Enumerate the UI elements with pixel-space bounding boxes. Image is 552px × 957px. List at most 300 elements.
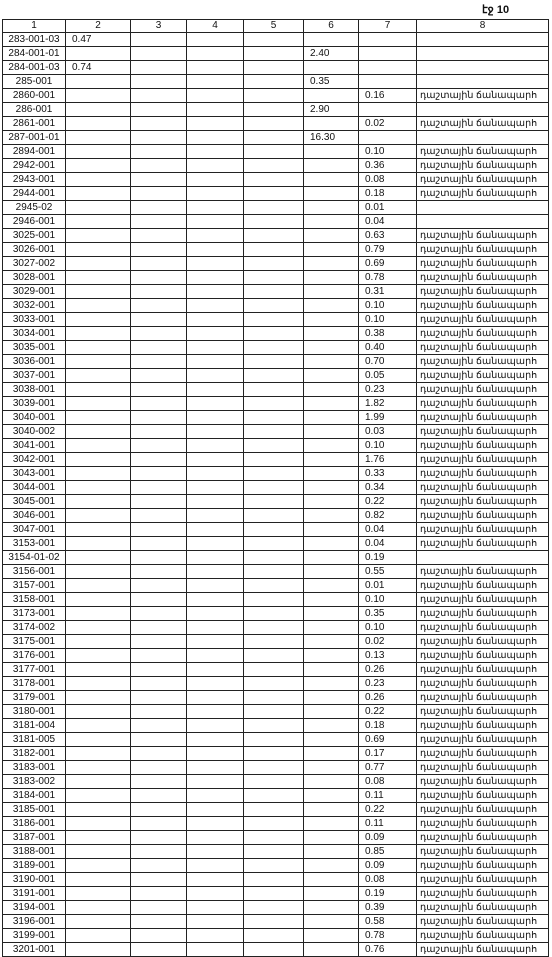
col2-value-cell (66, 593, 131, 607)
area-value-cell: 0.01 (359, 579, 417, 593)
col4-value-cell (187, 229, 244, 243)
col5-value-cell (244, 859, 304, 873)
col3-value-cell (131, 859, 187, 873)
col3-value-cell (131, 901, 187, 915)
land-use-cell: դաշտային ճանապարհ (417, 565, 549, 579)
land-use-cell: դաշտային ճանապարհ (417, 761, 549, 775)
col2-value-cell (66, 845, 131, 859)
col2-value-cell (66, 271, 131, 285)
parcel-code-cell: 3033-001 (3, 313, 66, 327)
col5-value-cell (244, 607, 304, 621)
parcel-code-cell: 2944-001 (3, 187, 66, 201)
area-value-cell: 0.11 (359, 817, 417, 831)
parcel-code-cell: 2945-02 (3, 201, 66, 215)
col2-value-cell (66, 831, 131, 845)
parcel-code-cell: 2861-001 (3, 117, 66, 131)
land-use-cell: դաշտային ճանապարհ (417, 789, 549, 803)
col3-value-cell (131, 649, 187, 663)
area-value-cell: 0.19 (359, 551, 417, 565)
table-row (3, 439, 549, 453)
col5-value-cell (244, 887, 304, 901)
col5-value-cell (244, 383, 304, 397)
parcel-code-cell: 3026-001 (3, 243, 66, 257)
col2-value-cell (66, 229, 131, 243)
col2-value-cell (66, 89, 131, 103)
table-row (3, 859, 549, 873)
col4-value-cell (187, 901, 244, 915)
col5-value-cell (244, 439, 304, 453)
col5-value-cell (244, 397, 304, 411)
land-use-cell: դաշտային ճանապարհ (417, 537, 549, 551)
parcel-code-cell: 3189-001 (3, 859, 66, 873)
col5-value-cell (244, 173, 304, 187)
col5-value-cell (244, 145, 304, 159)
parcel-code-cell: 3040-002 (3, 425, 66, 439)
col5-value-cell (244, 705, 304, 719)
col5-value-cell (244, 467, 304, 481)
col2-value-cell (66, 453, 131, 467)
col2-value-cell (66, 929, 131, 943)
col4-value-cell (187, 33, 244, 47)
table-row (3, 327, 549, 341)
col4-value-cell (187, 761, 244, 775)
col3-value-cell (131, 761, 187, 775)
area-value-cell (359, 103, 417, 117)
col5-value-cell (244, 103, 304, 117)
col2-value-cell (66, 47, 131, 61)
col4-value-cell (187, 509, 244, 523)
parcel-code-cell: 3175-001 (3, 635, 66, 649)
land-use-cell: դաշտային ճանապարհ (417, 677, 549, 691)
col5-value-cell (244, 201, 304, 215)
col3-value-cell (131, 117, 187, 131)
table-row (3, 789, 549, 803)
area-value-cell: 0.38 (359, 327, 417, 341)
table-row (3, 467, 549, 481)
area-value-cell: 0.01 (359, 201, 417, 215)
col3-value-cell (131, 75, 187, 89)
col3-value-cell (131, 551, 187, 565)
area-value-cell: 0.39 (359, 901, 417, 915)
col4-value-cell (187, 635, 244, 649)
land-use-cell: դաշտային ճանապարհ (417, 299, 549, 313)
col5-value-cell (244, 901, 304, 915)
area-value-cell: 0.19 (359, 887, 417, 901)
table-row (3, 537, 549, 551)
parcel-code-cell: 3174-002 (3, 621, 66, 635)
col6-value-cell (304, 341, 359, 355)
col5-value-cell (244, 425, 304, 439)
col4-value-cell (187, 523, 244, 537)
col6-value-cell (304, 565, 359, 579)
land-use-cell (417, 61, 549, 75)
col4-value-cell (187, 215, 244, 229)
col6-value-cell (304, 271, 359, 285)
land-use-cell: դաշտային ճանապարհ (417, 159, 549, 173)
area-value-cell: 0.82 (359, 509, 417, 523)
col3-value-cell (131, 341, 187, 355)
land-use-cell: դաշտային ճանապարհ (417, 579, 549, 593)
col4-value-cell (187, 103, 244, 117)
col2-value-cell (66, 75, 131, 89)
col2-value-cell (66, 369, 131, 383)
col3-value-cell (131, 691, 187, 705)
col4-value-cell (187, 47, 244, 61)
parcel-code-cell: 3183-001 (3, 761, 66, 775)
table-row (3, 635, 549, 649)
land-use-cell: դաշտային ճանապարհ (417, 775, 549, 789)
table-row (3, 705, 549, 719)
col6-value-cell (304, 635, 359, 649)
col5-value-cell (244, 369, 304, 383)
col6-value-cell: 0.35 (304, 75, 359, 89)
table-row (3, 901, 549, 915)
col6-value-cell (304, 691, 359, 705)
parcel-code-cell: 3156-001 (3, 565, 66, 579)
col4-value-cell (187, 285, 244, 299)
col3-value-cell (131, 327, 187, 341)
parcel-code-cell: 3039-001 (3, 397, 66, 411)
table-row (3, 243, 549, 257)
parcel-code-cell: 3046-001 (3, 509, 66, 523)
col5-value-cell (244, 271, 304, 285)
col3-value-cell (131, 817, 187, 831)
col2-value-cell (66, 887, 131, 901)
col5-value-cell (244, 775, 304, 789)
table-row (3, 733, 549, 747)
col3-value-cell (131, 145, 187, 159)
col3-value-cell (131, 159, 187, 173)
col2-value-cell (66, 257, 131, 271)
col3-value-cell (131, 775, 187, 789)
col6-value-cell (304, 89, 359, 103)
col3-value-cell (131, 215, 187, 229)
col4-value-cell (187, 607, 244, 621)
col2-value-cell (66, 691, 131, 705)
area-value-cell: 0.10 (359, 299, 417, 313)
land-use-cell: դաշտային ճանապարհ (417, 187, 549, 201)
col4-value-cell (187, 397, 244, 411)
col5-value-cell (244, 551, 304, 565)
col2-value-cell (66, 789, 131, 803)
col3-value-cell (131, 285, 187, 299)
col6-value-cell (304, 579, 359, 593)
parcel-code-cell: 287-001-01 (3, 131, 66, 145)
col4-value-cell (187, 873, 244, 887)
table-row (3, 803, 549, 817)
parcel-code-cell: 3032-001 (3, 299, 66, 313)
col2-value-cell (66, 705, 131, 719)
col6-value-cell (304, 425, 359, 439)
col6-value-cell (304, 201, 359, 215)
table-row (3, 677, 549, 691)
land-use-cell: դաշտային ճանապարհ (417, 341, 549, 355)
col4-value-cell (187, 411, 244, 425)
table-row (3, 747, 549, 761)
land-use-cell: դաշտային ճանապարհ (417, 691, 549, 705)
land-use-cell (417, 103, 549, 117)
parcel-code-cell: 3044-001 (3, 481, 66, 495)
col6-value-cell (304, 509, 359, 523)
col5-value-cell (244, 117, 304, 131)
area-value-cell: 0.26 (359, 663, 417, 677)
col5-value-cell (244, 733, 304, 747)
col4-value-cell (187, 775, 244, 789)
col6-value-cell (304, 313, 359, 327)
land-use-cell: դաշտային ճանապարհ (417, 663, 549, 677)
parcel-code-cell: 3190-001 (3, 873, 66, 887)
parcel-code-cell: 2943-001 (3, 173, 66, 187)
table-row (3, 691, 549, 705)
land-use-cell: դաշտային ճանապարհ (417, 733, 549, 747)
col4-value-cell (187, 327, 244, 341)
col2-value-cell (66, 579, 131, 593)
table-row (3, 509, 549, 523)
col2-value-cell (66, 509, 131, 523)
col2-value-cell (66, 859, 131, 873)
table-row (3, 355, 549, 369)
col2-value-cell (66, 299, 131, 313)
parcel-code-cell: 3180-001 (3, 705, 66, 719)
area-value-cell: 0.63 (359, 229, 417, 243)
col5-value-cell (244, 677, 304, 691)
table-row (3, 607, 549, 621)
table-row (3, 131, 549, 145)
parcel-code-cell: 2946-001 (3, 215, 66, 229)
land-use-cell: դաշտային ճանապարհ (417, 243, 549, 257)
col6-value-cell (304, 299, 359, 313)
col3-value-cell (131, 467, 187, 481)
land-use-cell: դաշտային ճանապարհ (417, 943, 549, 957)
col3-value-cell (131, 635, 187, 649)
area-value-cell: 0.35 (359, 607, 417, 621)
area-value-cell: 0.33 (359, 467, 417, 481)
col6-value-cell (304, 831, 359, 845)
col2-value-cell (66, 355, 131, 369)
col5-value-cell (244, 635, 304, 649)
col4-value-cell (187, 929, 244, 943)
parcel-code-cell: 3047-001 (3, 523, 66, 537)
table-row (3, 915, 549, 929)
col5-value-cell (244, 915, 304, 929)
col3-value-cell (131, 131, 187, 145)
area-value-cell: 0.10 (359, 439, 417, 453)
table-row (3, 383, 549, 397)
col2-value-cell (66, 411, 131, 425)
col4-value-cell (187, 467, 244, 481)
table-row (3, 145, 549, 159)
col3-value-cell (131, 873, 187, 887)
area-value-cell: 0.04 (359, 523, 417, 537)
land-use-cell: դաշտային ճանապարհ (417, 117, 549, 131)
col2-value-cell (66, 173, 131, 187)
page-number: էջ 10 (482, 4, 510, 16)
col6-value-cell: 16.30 (304, 131, 359, 145)
col2-value-cell (66, 817, 131, 831)
table-row (3, 551, 549, 565)
col3-value-cell (131, 257, 187, 271)
col5-value-cell (244, 929, 304, 943)
parcel-code-cell: 3201-001 (3, 943, 66, 957)
col2-value-cell (66, 747, 131, 761)
col4-value-cell (187, 537, 244, 551)
col2-value-cell (66, 397, 131, 411)
col2-value-cell (66, 117, 131, 131)
col5-value-cell (244, 803, 304, 817)
land-use-cell: դաշտային ճանապարհ (417, 873, 549, 887)
land-parcel-table (2, 19, 549, 957)
col5-value-cell (244, 33, 304, 47)
land-use-cell: դաշտային ճանապարհ (417, 397, 549, 411)
col3-value-cell (131, 831, 187, 845)
col2-value-cell (66, 425, 131, 439)
col3-value-cell (131, 747, 187, 761)
col2-value-cell (66, 803, 131, 817)
col6-value-cell (304, 929, 359, 943)
col2-value-cell (66, 327, 131, 341)
col3-value-cell (131, 103, 187, 117)
parcel-code-cell: 285-001 (3, 75, 66, 89)
col5-value-cell (244, 187, 304, 201)
land-use-cell: դաշտային ճանապարհ (417, 509, 549, 523)
table-body (3, 33, 549, 957)
col6-value-cell (304, 257, 359, 271)
col6-value-cell (304, 593, 359, 607)
land-use-cell: դաշտային ճանապարհ (417, 383, 549, 397)
col3-value-cell (131, 425, 187, 439)
column-header-1: 1 (3, 20, 66, 33)
col6-value-cell (304, 159, 359, 173)
col3-value-cell (131, 47, 187, 61)
col2-value-cell (66, 677, 131, 691)
col6-value-cell: 2.90 (304, 103, 359, 117)
col5-value-cell (244, 285, 304, 299)
col3-value-cell (131, 943, 187, 957)
col2-value-cell (66, 131, 131, 145)
parcel-code-cell: 3183-002 (3, 775, 66, 789)
col5-value-cell (244, 747, 304, 761)
parcel-code-cell: 283-001-03 (3, 33, 66, 47)
area-value-cell: 0.10 (359, 593, 417, 607)
land-use-cell (417, 551, 549, 565)
table-row (3, 285, 549, 299)
col2-value-cell (66, 285, 131, 299)
header-row (3, 20, 549, 33)
col5-value-cell (244, 579, 304, 593)
land-use-cell: դաշտային ճանապարհ (417, 593, 549, 607)
table-row (3, 621, 549, 635)
area-value-cell: 1.99 (359, 411, 417, 425)
col3-value-cell (131, 299, 187, 313)
table-row (3, 453, 549, 467)
parcel-code-cell: 3029-001 (3, 285, 66, 299)
col6-value-cell (304, 677, 359, 691)
land-use-cell (417, 33, 549, 47)
col5-value-cell (244, 481, 304, 495)
land-use-cell: դաշտային ճանապարհ (417, 831, 549, 845)
parcel-code-cell: 286-001 (3, 103, 66, 117)
col4-value-cell (187, 341, 244, 355)
col3-value-cell (131, 803, 187, 817)
col4-value-cell (187, 131, 244, 145)
col4-value-cell (187, 943, 244, 957)
area-value-cell (359, 131, 417, 145)
col3-value-cell (131, 271, 187, 285)
table-row (3, 887, 549, 901)
land-use-cell: դաշտային ճանապարհ (417, 439, 549, 453)
col4-value-cell (187, 173, 244, 187)
area-value-cell: 0.18 (359, 187, 417, 201)
land-use-cell: դաշտային ճանապարհ (417, 859, 549, 873)
table-row (3, 47, 549, 61)
col4-value-cell (187, 145, 244, 159)
area-value-cell: 0.09 (359, 831, 417, 845)
table-row (3, 271, 549, 285)
area-value-cell: 0.08 (359, 873, 417, 887)
col3-value-cell (131, 187, 187, 201)
col5-value-cell (244, 411, 304, 425)
area-value-cell: 0.02 (359, 635, 417, 649)
col6-value-cell (304, 523, 359, 537)
area-value-cell: 0.10 (359, 621, 417, 635)
parcel-code-cell: 3157-001 (3, 579, 66, 593)
area-value-cell: 0.58 (359, 915, 417, 929)
col5-value-cell (244, 537, 304, 551)
table-row (3, 831, 549, 845)
col5-value-cell (244, 47, 304, 61)
col5-value-cell (244, 453, 304, 467)
col4-value-cell (187, 61, 244, 75)
area-value-cell: 0.04 (359, 215, 417, 229)
area-value-cell (359, 33, 417, 47)
col2-value-cell (66, 341, 131, 355)
land-use-cell: դաշտային ճանապարհ (417, 453, 549, 467)
land-use-cell: դաշտային ճանապարհ (417, 369, 549, 383)
table-row (3, 649, 549, 663)
col5-value-cell (244, 61, 304, 75)
column-header-4: 4 (187, 20, 244, 33)
col5-value-cell (244, 593, 304, 607)
land-use-cell: դաշտային ճանապարհ (417, 173, 549, 187)
area-value-cell: 0.31 (359, 285, 417, 299)
area-value-cell: 0.04 (359, 537, 417, 551)
table-row (3, 495, 549, 509)
col5-value-cell (244, 299, 304, 313)
col6-value-cell (304, 215, 359, 229)
col5-value-cell (244, 523, 304, 537)
col4-value-cell (187, 705, 244, 719)
col3-value-cell (131, 789, 187, 803)
table-row (3, 159, 549, 173)
area-value-cell: 0.11 (359, 789, 417, 803)
land-use-cell: դաշտային ճանապարհ (417, 621, 549, 635)
col6-value-cell (304, 649, 359, 663)
parcel-code-cell: 2860-001 (3, 89, 66, 103)
table-row (3, 201, 549, 215)
col6-value-cell (304, 733, 359, 747)
col6-value-cell (304, 383, 359, 397)
parcel-code-cell: 3041-001 (3, 439, 66, 453)
col4-value-cell (187, 453, 244, 467)
col4-value-cell (187, 439, 244, 453)
col5-value-cell (244, 75, 304, 89)
col4-value-cell (187, 663, 244, 677)
area-value-cell: 0.69 (359, 257, 417, 271)
col6-value-cell (304, 663, 359, 677)
area-value-cell: 0.26 (359, 691, 417, 705)
col6-value-cell (304, 243, 359, 257)
parcel-code-cell: 3035-001 (3, 341, 66, 355)
